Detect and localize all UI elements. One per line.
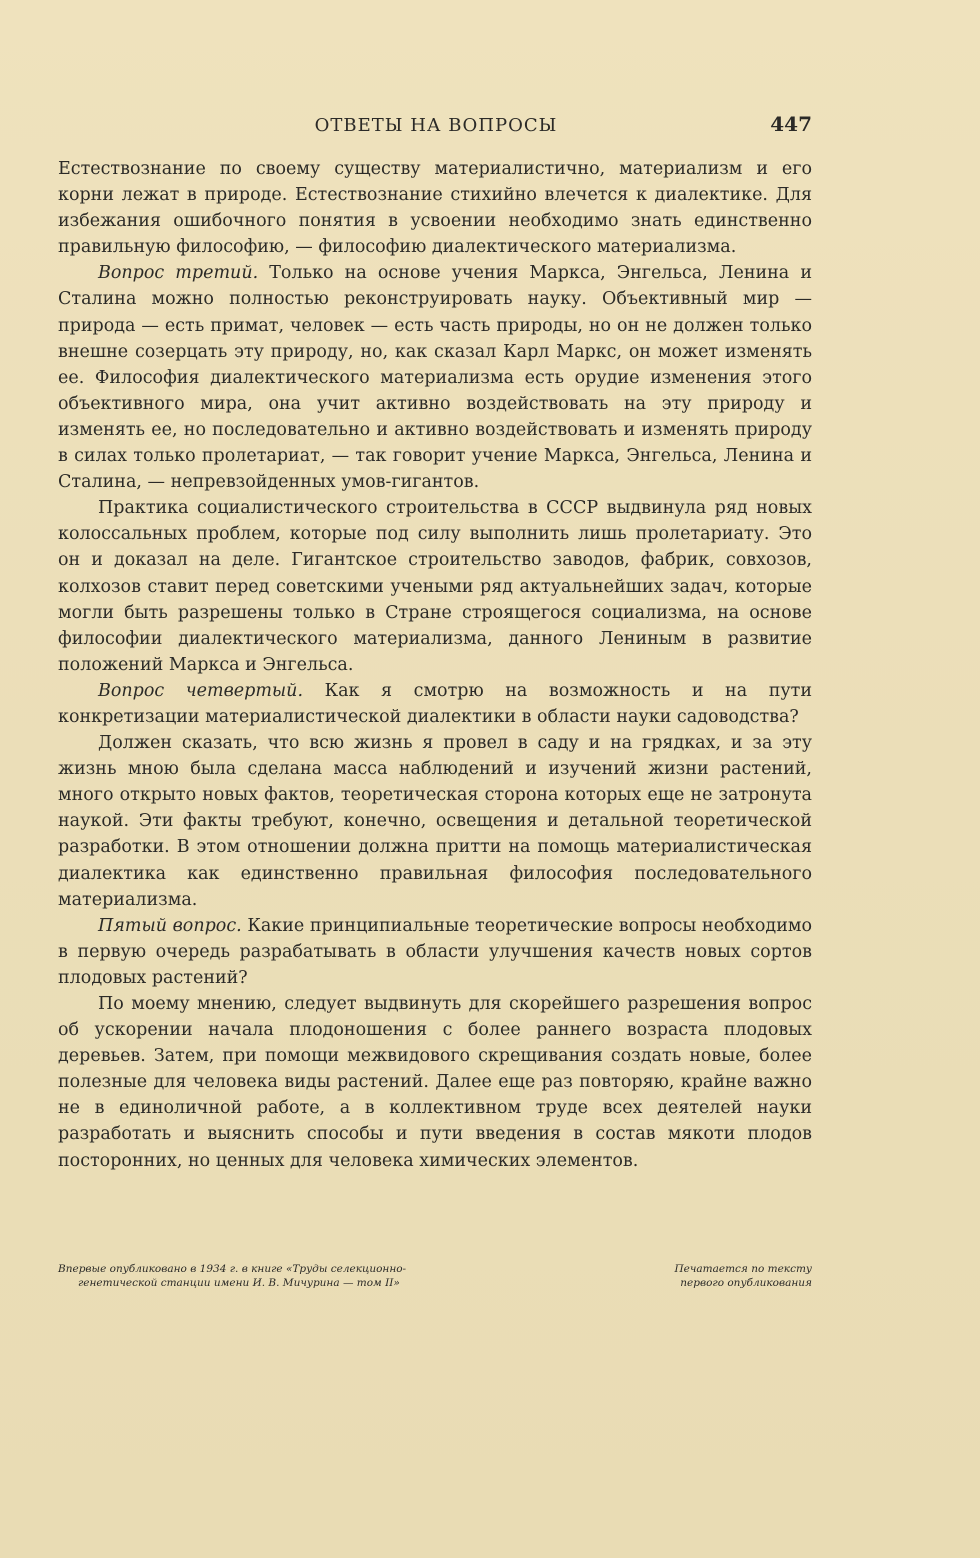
paragraph [58,156,812,260]
source-note-line: Печатается по тексту [674,1263,812,1275]
paragraph-text: Естествознание по своему существу материалистично, материализм и его корни лежат в природе. Естествознание стихийно влечется к диалектике. Для избежания ошибочного понятия в усвоении необходимо знать единственно правильную философию, — философию диалектического материализма. [58,159,812,258]
paragraph-text: Практика социалистического строительства в СССР выдвинула ряд новых колоссальных проблем, которые под силу выполнить лишь пролетариату. Это он и доказал на деле. Гигантское строительство заводов, фабрик, совхозов, колхозов ставит перед советскими учеными ряд актуальнейших задач, которые могли быть разрешены только в Стране строящегося социализма, на основе философии диалектического материализма, данного Лениным в развитие положений Маркса и Энгельса. [58,498,812,675]
main-text [58,156,812,1174]
paragraph [58,260,812,495]
question-heading: Вопрос четвертый. [98,680,304,701]
paragraph-text: По моему мнению, следует выдвинуть для скорейшего разрешения вопрос об ускорении начала плодоношения с более раннего возраста плодовых деревьев. Затем, при помощи межвидового скрещивания создать новые, более полезные для человека виды растений. Далее еще раз повторяю, крайне важно не в единоличной работе, а в коллективном труде всех деятелей науки разработать и выяснить способы и пути введения в состав мякоти плодов посторонних, но ценных для человека химических элементов. [58,994,812,1171]
paragraph [58,730,812,913]
source-note [612,1262,812,1290]
publication-note-line: генетической станции имени И. В. Мичурина — том II» [78,1277,400,1289]
source-note-line: первого опубликования [680,1277,812,1289]
paragraph-text: Должен сказать, что всю жизнь я провел в саду и на грядках, и за эту жизнь мною была сделана масса наблюдений и изучений жизни растений, много открыто новых фактов, теоретическая сторона которых еще не затронута наукой. Эти факты требуют, конечно, освещения и детальной теоретической разработки. В этом отношении должна притти на помощь материалистическая диалектика как единственно правильная философия последовательного материализма. [58,733,812,910]
page-number: 447 [770,112,812,136]
paragraph [58,991,812,1174]
question-heading: Вопрос третий. [98,263,259,284]
paragraph-text: Как я смотрю на возможность и на пути конкретизации материалистической диалектики в области науки садоводства? [58,680,813,727]
question-heading: Пятый вопрос. [98,915,242,936]
running-title: ОТВЕТЫ НА ВОПРОСЫ [314,115,558,136]
paragraph-text: Только на основе учения Маркса, Энгельса, Ленина и Сталина можно полностью реконструировать науку. Объективный мир — природа — есть примат, человек — есть часть природы, но он не должен только внешне созерцать эту природу, но, как сказал Карл Маркс, он может изменять ее. Философия диалектического материализма есть орудие изменения этого объективного мира, она учит активно воздействовать на эту природу и изменять ее, но последовательно и активно воздействовать и изменять природу в силах только пролетариат, — так говорит учение Маркса, Энгельса, Ленина и Сталина, — непревзойденных умов-гигантов. [58,263,812,493]
paragraph-text: Какие принципиальные теоретические вопросы необходимо в первую очередь разрабатывать в области улучшения качеств новых сортов плодовых растений? [58,915,813,988]
publication-note-line: Впервые опубликовано в 1934 г. в книге «Труды селекционно- [58,1263,407,1275]
paragraph [58,913,812,991]
paragraph [58,495,812,678]
paragraph [58,678,812,730]
page-header [60,112,812,142]
publication-note [58,1262,498,1290]
